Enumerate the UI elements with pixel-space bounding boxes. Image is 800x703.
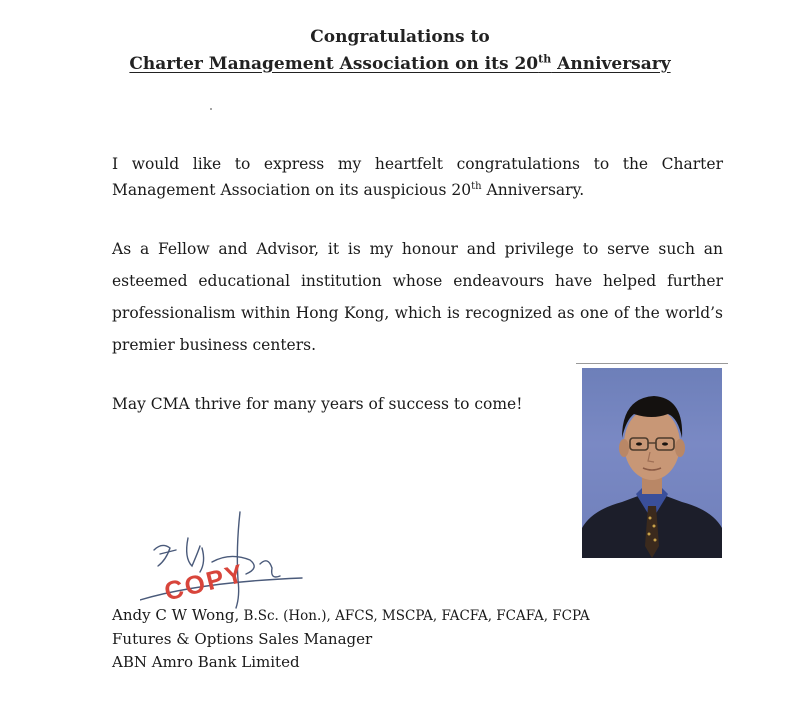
signer-title: Futures & Options Sales Manager — [112, 630, 373, 648]
portrait-photo — [582, 368, 722, 558]
signature-with-copy-stamp — [140, 508, 310, 618]
handwritten-signature — [140, 508, 310, 618]
heading-line-2-sup: th — [538, 52, 552, 65]
copy-stamp-text: COPY — [161, 557, 248, 607]
signer-company: ABN Amro Bank Limited — [112, 653, 300, 671]
paragraph-1-sup: th — [471, 180, 482, 192]
paragraph-1-text: I would like to express my heartfelt congratulations to the Charter Management Association on its auspicious 20 — [112, 155, 723, 199]
photo-top-rule — [576, 363, 728, 364]
heading-line-2-tail: Anniversary — [551, 53, 671, 74]
speck — [210, 108, 212, 110]
paragraph-fellow-advisor: As a Fellow and Advisor, it is my honour and privilege to serve such an esteemed educational institution whose endeavours have helped further professionalism within Hong Kong, which is recognized as one of the world’s premier business centers. — [112, 240, 723, 354]
signer-name-line — [112, 604, 590, 627]
heading-line-2-text: Charter Management Association on its 20 — [129, 53, 539, 74]
signer-credentials: B.Sc. (Hon.), AFCS, MSCPA, FACFA, FCAFA, FCPA — [239, 608, 590, 624]
paragraph-1-tail: Anniversary. — [481, 181, 585, 199]
heading-line-1: Congratulations to — [310, 27, 490, 47]
paragraph-congratulations — [112, 151, 723, 203]
heading-line-2 — [0, 52, 800, 74]
paragraph-closing: May CMA thrive for many years of success to come! — [112, 395, 523, 413]
portrait-illustration — [582, 368, 722, 558]
signer-name: Andy C W Wong, — [112, 606, 240, 624]
